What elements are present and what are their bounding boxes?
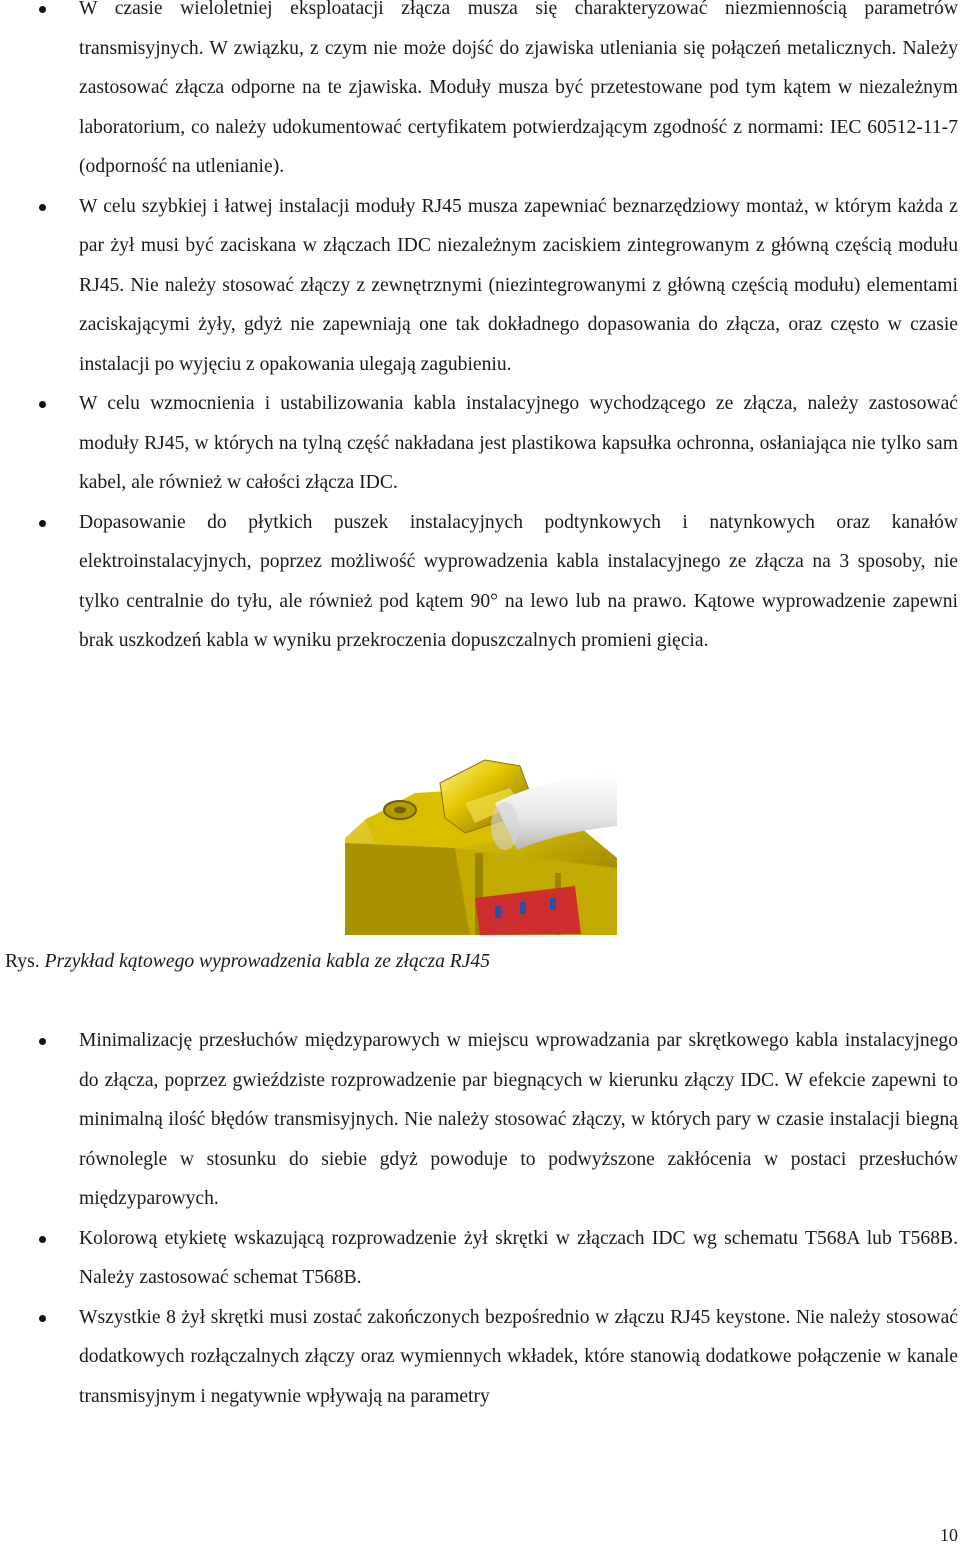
figure-caption [5,948,490,976]
list-item-text: Minimalizację przesłuchów międzyparowych w miejscu wprowadzania par skrętkowego kabla instalacyjnego do złącza, poprzez gwieździste rozprowadzenie par biegnących w kierunku złączy IDC. W efekcie zapewni to minimalną ilość błędów transmisyjnych. Nie należy stosować złączy, w których pary w czasie instalacji biegną równolegle w stosunku do siebie gdyż powoduje to podwyższone zakłócenia w postaci przesłuchów międzyparowych. [79,1030,958,1209]
list-item [0,0,960,187]
list-item [0,503,960,661]
list-item-text: W celu wzmocnienia i ustabilizowania kabla instalacyjnego wychodzącego ze złącza, należy zastosować moduły RJ45, w których na tylną część nakładana jest plastikowa kapsułka ochronna, osłaniająca nie tylko sam kabel, ale również w całości złącza IDC. [79,393,958,493]
list-item-text: Dopasowanie do płytkich puszek instalacyjnych podtynkowych i natynkowych oraz kanałów elektroinstalacyjnych, poprzez możliwość wyprowadzenia kabla instalacyjnego ze złącza na 3 sposoby, nie tylko centralnie do tyłu, ale również pod kątem 90° na lewo lub na prawo. Kątowe wyprowadzenie zapewni brak uszkodzeń kabla w wyniku przekroczenia dopuszczalnych promieni gięcia. [79,511,958,651]
housing-front-face [345,843,470,935]
bullet-icon [39,1315,46,1322]
bullet-icon [39,1236,46,1243]
list-item-text: Kolorową etykietę wskazującą rozprowadzenie żył skrętki w złączach IDC wg schematu T568A lub T568B. Należy zastosować schemat T568B. [79,1227,958,1288]
list-item-text: W celu szybkiej i łatwej instalacji moduły RJ45 musza zapewniać beznarzędziowy montaż, w którym każda z par żył musi być zaciskana w złączach IDC niezależnym zaciskiem zintegrowanym z główną częścią modułu RJ45. Nie należy stosować złączy z zewnętrznymi (niezintegrowanymi z główną częścią modułu) elementami zaciskającymi żyły, gdyż nie zapewniają one tak dokładnego dopasowania do złącza, oraz często w czasie instalacji po wyjęciu z opakowania ulegają zagubieniu. [79,195,958,375]
list-item [0,1021,960,1219]
list-item-text: Wszystkie 8 żył skrętki musi zostać zakończonych bezpośrednio w złączu RJ45 keystone. Nie należy stosować dodatkowych rozłączalnych złączy oraz wymiennych wkładek, które stanowią dodatkowe połączenie w kanale transmisyjnym i negatywnie wpływają na parametry [79,1306,958,1407]
bullet-icon [39,6,46,13]
requirements-list-bottom [0,1021,960,1416]
rj45-angled-cable-figure [345,748,617,935]
list-item [0,187,960,385]
caption-text: Przykład kątowego wyprowadzenia kabla ze złącza RJ45 [44,951,491,972]
rj45-module-illustration [345,748,617,935]
caption-prefix: Rys. [5,951,40,972]
list-item [0,1219,960,1298]
list-item-text: W czasie wieloletniej eksploatacji złącza musza się charakteryzować niezmiennością parametrów transmisyjnych. W związku, z czym nie może dojść do zjawiska utleniania się połączeń metalicznych. Należy zastosować złącza odporne na te zjawiska. Moduły musza być przetestowane pod tym kątem w niezależnym laboratorium, co należy udokumentować certyfikatem potwierdzającym zgodność z normami: IEC 60512-11-7 (odporność na utlenianie). [79,0,958,177]
requirements-list-top [0,0,960,661]
list-item [0,384,960,503]
page-number: 10 [940,1525,958,1545]
list-item [0,1298,960,1417]
bullet-icon [39,520,46,527]
bullet-icon [39,401,46,408]
bullet-icon [39,1038,46,1045]
bullet-icon [39,204,46,211]
